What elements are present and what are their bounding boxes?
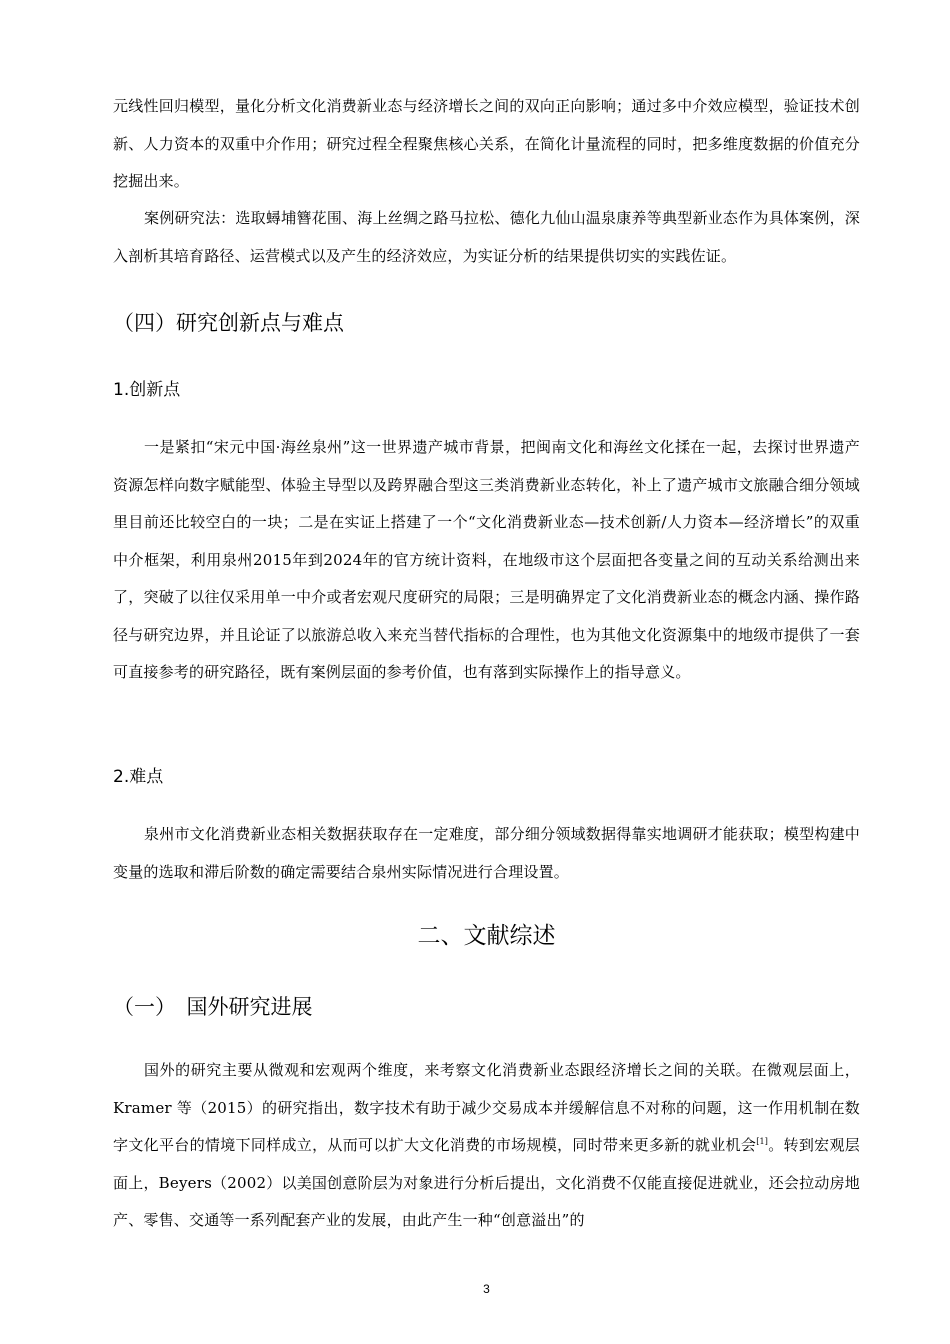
page-number: 3 xyxy=(483,1282,490,1296)
citation-marker: [1] xyxy=(756,1137,769,1146)
chapter-title-literature-review: 二、文献综述 xyxy=(417,923,556,949)
paragraph-difficulties: 泉州市文化消费新业态相关数据获取存在一定难度，部分细分领域数据得靠实地调研才能获取；模型构建中变量的选取和滞后阶数的确定需要结合泉州实际情况进行合理设置。 xyxy=(113,825,860,881)
paragraph-case-study-method: 案例研究法：选取蟳埔簪花围、海上丝绸之路马拉松、德化九仙山温泉康养等典型新业态作为具体案例，深入剖析其培育路径、运营模式以及产生的经济效应，为实证分析的结果提供切实的实践佐证。 xyxy=(113,209,860,265)
heading-difficulties: 2.难点 xyxy=(113,767,164,787)
heading-foreign-research-progress: （一） 国外研究进展 xyxy=(113,995,313,1019)
paragraph-foreign-research xyxy=(113,1052,860,1240)
heading-innovation-points: 1.创新点 xyxy=(113,380,181,400)
paragraph-text-part-2: 。转到宏观层面上，Beyers（2002）以美国创意阶层为对象进行分析后提出，文化消费不仅能直接促进就业，还会拉动房地产、零售、交通等一系列配套产业的发展，由此产生一种“创意溢出”的 xyxy=(113,1136,861,1229)
heading-innovation-and-difficulty: （四）研究创新点与难点 xyxy=(113,311,344,335)
paragraph-innovation-points: 一是紧扣“宋元中国·海丝泉州”这一世界遗产城市背景，把闽南文化和海丝文化揉在一起，去探讨世界遗产资源怎样向数字赋能型、体验主导型以及跨界融合型这三类消费新业态转化，补上了遗产城市文旅融合细分领域里目前还比较空白的一块；二是在实证上搭建了一个“文化消费新业态—技术创新/人力资本—经济增长”的双重中介框架，利用泉州2015年到2024年的官方统计资料，在地级市这个层面把各变量之间的互动关系给测出来了，突破了以往仅采用单一中介或者宏观尺度研究的局限；三是明确界定了文化消费新业态的概念内涵、操作路径与研究边界，并且论证了以旅游总收入来充当替代指标的合理性，也为其他文化资源集中的地级市提供了一套可直接参考的研究路径，既有案例层面的参考价值，也有落到实际操作上的指导意义。 xyxy=(113,438,860,681)
paragraph-methods-regression: 元线性回归模型，量化分析文化消费新业态与经济增长之间的双向正向影响；通过多中介效应模型，验证技术创新、人力资本的双重中介作用；研究过程全程聚焦核心关系，在简化计量流程的同时，把多维度数据的价值充分挖掘出来。 xyxy=(113,97,860,190)
paragraph-text-part-1: 国外的研究主要从微观和宏观两个维度，来考察文化消费新业态跟经济增长之间的关联。在微观层面上，Kramer 等（2015）的研究指出，数字技术有助于减少交易成本并缓解信息不对称的问题，这一作用机制在数字文化平台的情境下同样成立，从而可以扩大文化消费的市场规模，同时带来更多新的就业机会 xyxy=(113,1061,860,1154)
